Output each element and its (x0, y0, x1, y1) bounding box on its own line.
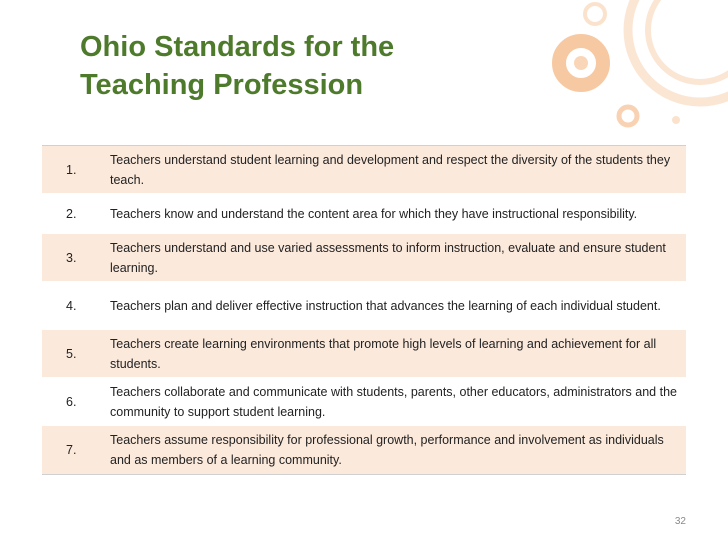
standard-number: 3. (66, 250, 77, 265)
standard-text: Teachers create learning environments that promote high levels of learning and achievement for all students. (110, 336, 657, 371)
standard-number: 4. (66, 298, 77, 313)
standard-row-1 (42, 146, 686, 194)
standard-number: 5. (66, 346, 77, 361)
standard-row-2 (42, 194, 686, 234)
standard-row-3 (42, 234, 686, 282)
standard-row-6 (42, 378, 686, 426)
page-number: 32 (674, 516, 686, 527)
title-line-2: Teaching Profession (80, 69, 364, 101)
standard-row-7 (42, 426, 686, 474)
standard-text: Teachers know and understand the content area for which they have instructional responsibility. (110, 206, 638, 221)
standard-text: Teachers collaborate and communicate with students, parents, other educators, administrators and the community to support student learning. (110, 384, 677, 419)
standard-text: Teachers understand student learning and development and respect the diversity of the students they teach. (110, 152, 671, 187)
standard-number: 6. (66, 394, 77, 409)
standards-table (42, 145, 686, 475)
standard-row-5 (42, 330, 686, 378)
standard-number: 7. (66, 443, 77, 457)
slide-title (80, 28, 394, 104)
title-line-1: Ohio Standards for the (80, 31, 395, 63)
standard-row-4 (42, 282, 686, 330)
standard-text: Teachers understand and use varied assessments to inform instruction, evaluate and ensure student learning. (110, 240, 666, 275)
standard-number: 1. (66, 162, 77, 177)
standard-text: Teachers assume responsibility for professional growth, performance and involvement as individuals and as members of a learning community. (110, 433, 664, 467)
standard-text: Teachers plan and deliver effective instruction that advances the learning of each individual student. (110, 298, 661, 313)
standard-number: 2. (66, 206, 77, 221)
